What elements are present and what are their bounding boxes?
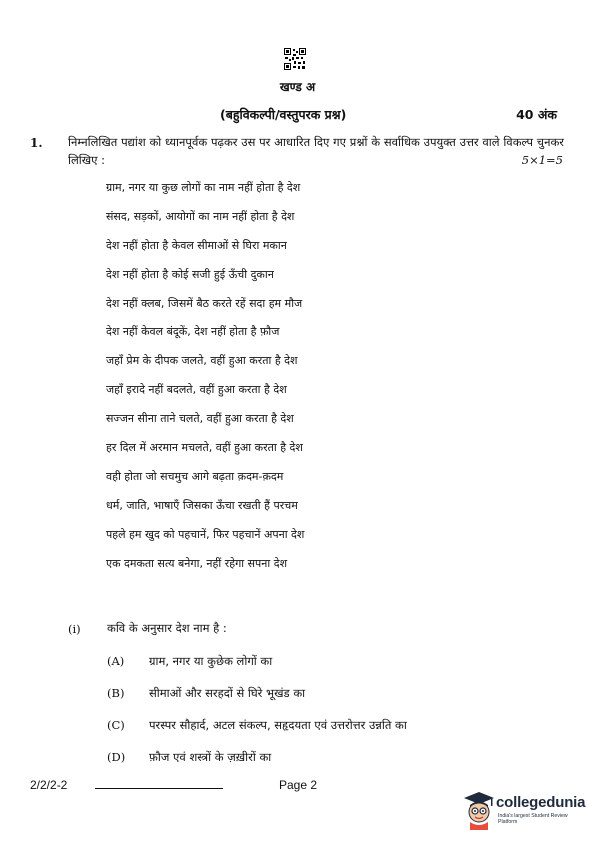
poem-line: देश नहीं क्लब, जिसमें बैठ करते रहें सदा हम मौज: [106, 296, 303, 310]
poem: [106, 179, 304, 583]
option-label: (C): [107, 718, 125, 732]
option-text: फ़ौज एवं शस्त्रों के ज़ख़ीरों का: [149, 750, 272, 764]
option-text: ग्राम, नगर या कुछेक लोगों का: [149, 654, 273, 668]
option-text: सीमाओं और सरहदों से घिरे भूखंड का: [149, 686, 306, 700]
option-label: (B): [107, 686, 125, 700]
option-label: (D): [107, 750, 126, 764]
option-a: [107, 654, 272, 669]
section-subtitle: (बहुविकल्पी/वस्तुपरक प्रश्न): [220, 107, 347, 122]
poem-line: सज्जन सीना ताने चलते, वहीं हुआ करता है देश: [106, 412, 294, 426]
collegedunia-logo: [462, 788, 586, 832]
footer-divider: [95, 788, 223, 789]
mascot-icon: [462, 790, 496, 830]
question-instruction: निम्नलिखित पद्यांश को ध्यानपूर्वक पढ़कर उस पर आधारित दिए गए प्रश्नों के सर्वाधिक उपयुक्त उत्तर वाले विकल्प चुनकर लिखिए :: [68, 135, 564, 167]
option-text: परस्पर सौहार्द, अटल संकल्प, सहृदयता एवं उत्तरोत्तर उन्नति का: [149, 718, 407, 732]
qr-code-icon: [284, 48, 306, 70]
poem-line: पहले हम खुद को पहचानें, फिर पहचानें अपना देश: [106, 527, 305, 541]
poem-line: जहाँ प्रेम के दीपक जलते, वहीं हुआ करता है देश: [106, 354, 298, 368]
poem-line: एक दमकता सत्य बनेगा, नहीं रहेगा सपना देश: [106, 556, 288, 570]
poem-line: देश नहीं केवल बंदूकें, देश नहीं होता है फ़ौज: [106, 325, 280, 339]
option-d: [107, 750, 271, 765]
question-number: 1.: [30, 136, 43, 150]
logo-name: collegedunia: [496, 794, 586, 811]
page-number: Page 2: [279, 778, 318, 792]
sub-question-number: (i): [68, 622, 81, 636]
poem-line: हर दिल में अरमान मचलते, वहीं हुआ करता है देश: [106, 441, 303, 455]
total-marks: 40 अंक: [516, 107, 557, 122]
option-c: [107, 718, 407, 733]
poem-line: जहाँ इरादे नहीं बदलते, वहीं हुआ करता है देश: [106, 383, 287, 397]
question-marks: 5×1=5: [521, 153, 563, 167]
section-title: खण्ड अ: [279, 80, 316, 94]
poem-line: वही होता जो सचमुच आगे बढ़ता क़दम-क़दम: [106, 469, 284, 483]
poem-line: ग्राम, नगर या कुछ लोगों का नाम नहीं होता है देश: [106, 181, 301, 194]
poem-line: धर्म, जाति, भाषाएँ जिसका ऊँचा रखती हैं परचम: [106, 498, 298, 512]
poem-line: देश नहीं होता है कोई सजी हुई ऊँची दुकान: [106, 267, 274, 281]
logo-tagline: India's largest Student Review Platform: [498, 813, 568, 825]
option-b: [107, 686, 305, 701]
option-label: (A): [107, 654, 125, 668]
poem-line: संसद, सड़कों, आयोगों का नाम नहीं होता है देश: [106, 209, 295, 223]
paper-code: 2/2/2-2: [30, 778, 68, 792]
poem-line: देश नहीं होता है केवल सीमाओं से घिरा मकान: [106, 238, 287, 252]
sub-question-text: कवि के अनुसार देश नाम है :: [107, 621, 227, 635]
